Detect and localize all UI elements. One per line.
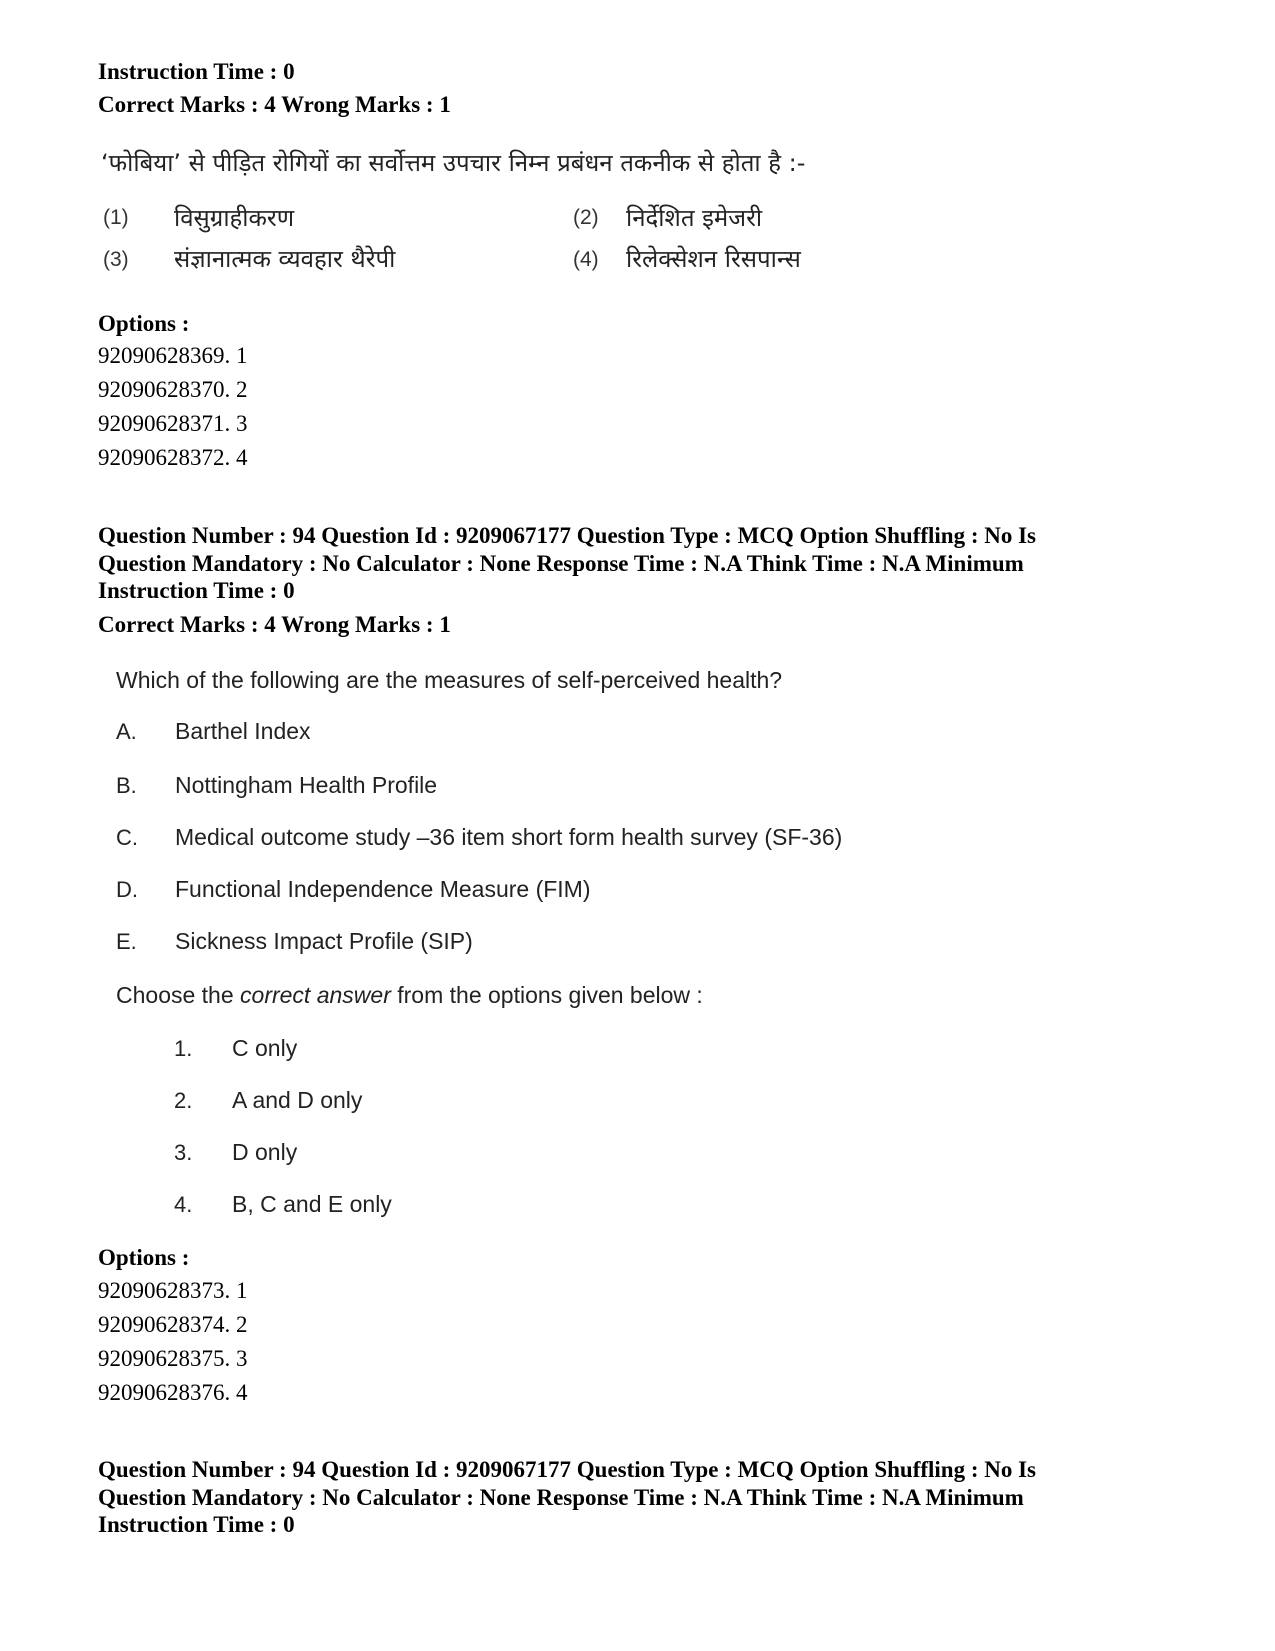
answer-number: 3.: [174, 1140, 193, 1165]
choice-text: रिलेक्सेशन रिसपान्स: [626, 245, 801, 273]
statement-letter: C.: [116, 825, 138, 850]
instruction-time: Instruction Time : 0: [98, 1512, 295, 1537]
choice-text: निर्देशित इमेजरी: [626, 204, 763, 232]
statement-text: Nottingham Health Profile: [175, 772, 438, 798]
choice-text: विसुग्राहीकरण: [174, 204, 295, 232]
option-item: 92090628372. 4: [98, 445, 248, 470]
question-header: Question Number : 94 Question Id : 9209067177 Question Type : MCQ Option Shuffling : No Is: [98, 523, 1037, 548]
statement-letter: D.: [116, 877, 138, 902]
statement-letter: E.: [116, 929, 137, 954]
choice-number: (1): [103, 206, 129, 229]
answer-number: 4.: [174, 1192, 193, 1217]
answer-number: 2.: [174, 1088, 193, 1113]
question-header: Question Mandatory : No Calculator : None Response Time : N.A Think Time : N.A Minimum: [98, 551, 1024, 576]
question-text: ‘फोबिया’ से पीड़ित रोगियों का सर्वोत्तम उपचार निम्न प्रबंधन तकनीक से होता है :-: [101, 149, 806, 177]
option-item: 92090628369. 1: [98, 343, 248, 368]
options-label: Options :: [98, 1245, 190, 1270]
answer-text: C only: [232, 1035, 298, 1061]
statement-text: Medical outcome study –36 item short form health survey (SF-36): [175, 824, 843, 850]
statement-letter: A.: [116, 719, 137, 744]
option-item: 92090628374. 2: [98, 1312, 248, 1337]
choice-number: (2): [573, 206, 599, 229]
instruction-time: Instruction Time : 0: [98, 59, 295, 84]
question-header: Question Number : 94 Question Id : 9209067177 Question Type : MCQ Option Shuffling : No Is: [98, 1457, 1037, 1482]
marks-line: Correct Marks : 4 Wrong Marks : 1: [98, 92, 451, 117]
statement-letter: B.: [116, 773, 137, 798]
question-text: Which of the following are the measures of self-perceived health?: [116, 667, 783, 693]
answer-text: D only: [232, 1139, 298, 1165]
choice-number: (3): [103, 248, 129, 271]
answer-text: B, C and E only: [232, 1191, 392, 1217]
options-label: Options :: [98, 311, 190, 336]
answer-text: A and D only: [232, 1087, 363, 1113]
answer-number: 1.: [174, 1036, 193, 1061]
instruction-time: Instruction Time : 0: [98, 578, 295, 603]
choose-prefix: Choose the: [116, 982, 241, 1008]
statement-text: Functional Independence Measure (FIM): [175, 876, 591, 902]
choose-emphasis: correct answer: [240, 982, 391, 1008]
option-item: 92090628373. 1: [98, 1278, 248, 1303]
statement-text: Sickness Impact Profile (SIP): [175, 928, 473, 954]
option-item: 92090628370. 2: [98, 377, 248, 402]
option-item: 92090628375. 3: [98, 1346, 248, 1371]
statement-text: Barthel Index: [175, 718, 311, 744]
question-header: Question Mandatory : No Calculator : None Response Time : N.A Think Time : N.A Minimum: [98, 1485, 1024, 1510]
choose-instruction: [116, 982, 703, 1009]
choice-text: संज्ञानात्मक व्यवहार थैरेपी: [174, 245, 396, 273]
choice-number: (4): [573, 248, 599, 271]
option-item: 92090628376. 4: [98, 1380, 248, 1405]
choose-suffix: from the options given below :: [390, 982, 703, 1008]
marks-line: Correct Marks : 4 Wrong Marks : 1: [98, 612, 451, 637]
option-item: 92090628371. 3: [98, 411, 248, 436]
